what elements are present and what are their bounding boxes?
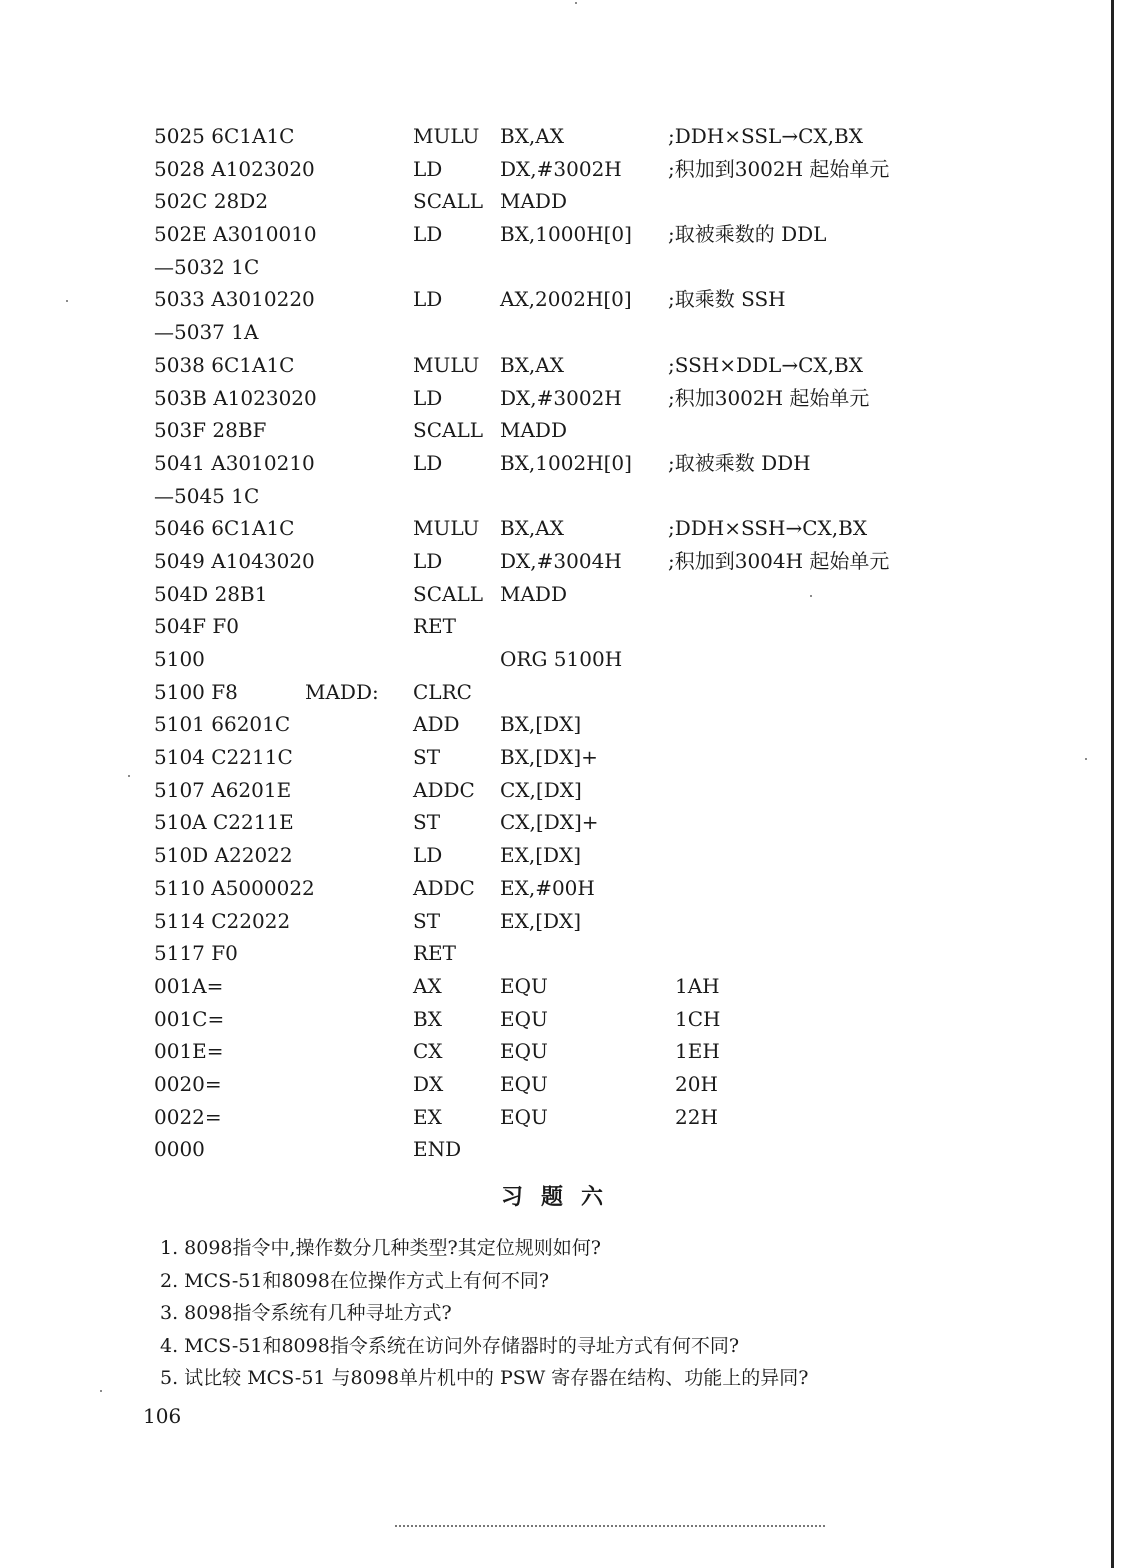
- equate-row: [0, 1133, 1122, 1166]
- operands: MADD: [500, 581, 567, 606]
- listing-row: [0, 578, 1122, 611]
- directive: EQU: [500, 1071, 548, 1096]
- equate-value: 22H: [675, 1104, 718, 1129]
- exercise-question: 2. MCS-51和8098在位操作方式上有何不同?: [160, 1269, 550, 1292]
- listing-row: [0, 218, 1122, 251]
- assembly-listing: [0, 120, 1122, 1166]
- address-code: 5025 6C1A1C: [154, 124, 295, 148]
- equate-row: [0, 970, 1122, 1003]
- mnemonic: LD: [413, 287, 443, 312]
- operands: BX,AX: [500, 352, 564, 377]
- symbol: EX: [413, 1104, 442, 1129]
- listing-row: [0, 283, 1122, 316]
- address-code: 5041 A3010210: [154, 450, 315, 475]
- scan-dot: [575, 2, 577, 4]
- mnemonic: LD: [413, 222, 443, 247]
- listing-row: [0, 185, 1122, 218]
- address-code: 5100 F8: [154, 679, 238, 704]
- symbol: AX: [413, 973, 442, 998]
- listing-row: [0, 316, 1122, 349]
- operands: BX,[DX]: [500, 712, 582, 737]
- symbol: BX: [413, 1006, 442, 1031]
- listing-row: [0, 610, 1122, 643]
- mnemonic: SCALL: [413, 189, 484, 214]
- listing-row: [0, 349, 1122, 382]
- exercise-list: [160, 1232, 1060, 1395]
- listing-row: [0, 708, 1122, 741]
- operands: ORG 5100H: [500, 647, 623, 671]
- address-code: —5045 1C: [154, 483, 260, 508]
- listing-row: [0, 480, 1122, 513]
- address-code: 5038 6C1A1C: [154, 352, 295, 377]
- symbol: CX: [413, 1039, 443, 1064]
- operands: EX,[DX]: [500, 908, 582, 933]
- comment: ;取被乘数 DDH: [668, 450, 811, 475]
- equate-value: 1AH: [675, 973, 720, 998]
- listing-row: [0, 545, 1122, 578]
- address-code: 5049 A1043020: [154, 548, 315, 573]
- operands: AX,2002H[0]: [500, 287, 632, 312]
- address-code: 5033 A3010220: [154, 287, 315, 312]
- equate-address: 001E=: [154, 1039, 224, 1064]
- comment: ;积加到3004H 起始单元: [668, 548, 890, 573]
- listing-row: [0, 741, 1122, 774]
- address-code: 504D 28B1: [154, 581, 268, 606]
- mnemonic: LD: [413, 843, 443, 868]
- address-code: —5037 1A: [154, 320, 259, 345]
- exercise-question: 4. MCS-51和8098指令系统在访问外存储器时的寻址方式有何不同?: [160, 1334, 740, 1357]
- operands: BX,1002H[0]: [500, 450, 632, 475]
- directive: EQU: [500, 973, 548, 998]
- scan-dot: [100, 1390, 102, 1392]
- address-code: 5110 A5000022: [154, 875, 315, 900]
- listing-row: [0, 512, 1122, 545]
- scan-dot: [1085, 758, 1087, 760]
- symbol: DX: [413, 1071, 444, 1096]
- operands: DX,#3002H: [500, 156, 622, 181]
- equate-address: 0000: [154, 1137, 205, 1162]
- mnemonic: SCALL: [413, 581, 484, 606]
- mnemonic: RET: [413, 614, 456, 639]
- listing-row: [0, 447, 1122, 480]
- equate-row: [0, 1068, 1122, 1101]
- comment: ;积加3002H 起始单元: [668, 385, 870, 410]
- listing-row: [0, 806, 1122, 839]
- operands: CX,[DX]: [500, 777, 582, 802]
- listing-row: [0, 251, 1122, 284]
- address-code: 5046 6C1A1C: [154, 516, 295, 541]
- equate-value: 1CH: [675, 1006, 721, 1031]
- mnemonic: MULU: [413, 124, 480, 148]
- exercise-question: 1. 8098指令中,操作数分几种类型?其定位规则如何?: [160, 1237, 601, 1259]
- comment: ;DDH×SSL→CX,BX: [668, 124, 863, 148]
- mnemonic: ADDC: [413, 777, 475, 802]
- mnemonic: ST: [413, 745, 441, 770]
- mnemonic: LD: [413, 450, 443, 475]
- operands: BX,AX: [500, 124, 564, 148]
- operands: BX,AX: [500, 516, 564, 541]
- address-code: —5032 1C: [154, 254, 260, 279]
- address-code: 5114 C22022: [154, 908, 291, 933]
- address-code: 510A C2211E: [154, 810, 294, 835]
- mnemonic: LD: [413, 548, 443, 573]
- address-code: 502C 28D2: [154, 189, 269, 214]
- mnemonic: MULU: [413, 516, 480, 541]
- operands: MADD: [500, 189, 567, 214]
- mnemonic: ADDC: [413, 875, 475, 900]
- label: MADD:: [305, 679, 379, 704]
- equate-value: 20H: [675, 1071, 718, 1096]
- scan-dot: [128, 775, 130, 777]
- address-code: 504F F0: [154, 614, 240, 639]
- operands: MADD: [500, 418, 567, 443]
- directive: EQU: [500, 1104, 548, 1129]
- equate-value: 1EH: [675, 1039, 720, 1064]
- scan-dot: [66, 300, 68, 302]
- mnemonic: CLRC: [413, 679, 472, 704]
- comment: ;取被乘数的 DDL: [668, 222, 827, 247]
- exercise-question: 3. 8098指令系统有几种寻址方式?: [160, 1302, 452, 1324]
- operands: DX,#3002H: [500, 385, 622, 410]
- exercise-question: 5. 试比较 MCS-51 与8098单片机中的 PSW 寄存器在结构、功能上的异同?: [160, 1367, 809, 1389]
- operands: EX,[DX]: [500, 843, 582, 868]
- listing-row: [0, 839, 1122, 872]
- directive: EQU: [500, 1006, 548, 1031]
- mnemonic: ST: [413, 908, 441, 933]
- address-code: 503B A1023020: [154, 385, 317, 410]
- exercise-title: 习题六: [500, 1185, 621, 1210]
- comment: ;DDH×SSH→CX,BX: [668, 516, 868, 541]
- equate-row: [0, 1035, 1122, 1068]
- address-code: 5028 A1023020: [154, 156, 315, 181]
- address-code: 5107 A6201E: [154, 777, 292, 802]
- listing-row: [0, 120, 1122, 153]
- page-number: 106: [143, 1404, 182, 1428]
- comment: ;SSH×DDL→CX,BX: [668, 352, 863, 377]
- mnemonic: ADD: [413, 712, 460, 737]
- equate-row: [0, 1101, 1122, 1134]
- listing-row: [0, 937, 1122, 970]
- operands: EX,#00H: [500, 875, 595, 900]
- address-code: 5100: [154, 647, 205, 671]
- address-code: 503F 28BF: [154, 418, 267, 443]
- comment: ;取乘数 SSH: [668, 287, 786, 312]
- address-code: 510D A22022: [154, 843, 293, 868]
- mnemonic: LD: [413, 385, 443, 410]
- operands: DX,#3004H: [500, 548, 622, 573]
- symbol: END: [413, 1137, 462, 1162]
- address-code: 5101 66201C: [154, 712, 291, 737]
- equate-address: 001C=: [154, 1006, 225, 1031]
- scan-artifact-line: [395, 1525, 825, 1528]
- listing-row: [0, 414, 1122, 447]
- mnemonic: MULU: [413, 352, 480, 377]
- comment: ;积加到3002H 起始单元: [668, 156, 890, 181]
- operands: BX,[DX]+: [500, 745, 598, 770]
- listing-row: [0, 153, 1122, 186]
- operands: CX,[DX]+: [500, 810, 599, 835]
- equate-address: 0020=: [154, 1071, 222, 1096]
- address-code: 502E A3010010: [154, 222, 317, 247]
- listing-row: [0, 872, 1122, 905]
- directive: EQU: [500, 1039, 548, 1064]
- mnemonic: RET: [413, 941, 456, 966]
- mnemonic: SCALL: [413, 418, 484, 443]
- listing-row: [0, 643, 1122, 676]
- listing-row: [0, 905, 1122, 938]
- listing-row: [0, 676, 1122, 709]
- listing-row: [0, 774, 1122, 807]
- scan-dot: [810, 595, 812, 597]
- address-code: 5104 C2211C: [154, 745, 293, 770]
- listing-row: [0, 382, 1122, 415]
- equate-address: 0022=: [154, 1104, 222, 1129]
- equate-row: [0, 1003, 1122, 1036]
- mnemonic: LD: [413, 156, 443, 181]
- address-code: 5117 F0: [154, 941, 238, 966]
- equate-address: 001A=: [154, 973, 224, 998]
- mnemonic: ST: [413, 810, 441, 835]
- operands: BX,1000H[0]: [500, 222, 632, 247]
